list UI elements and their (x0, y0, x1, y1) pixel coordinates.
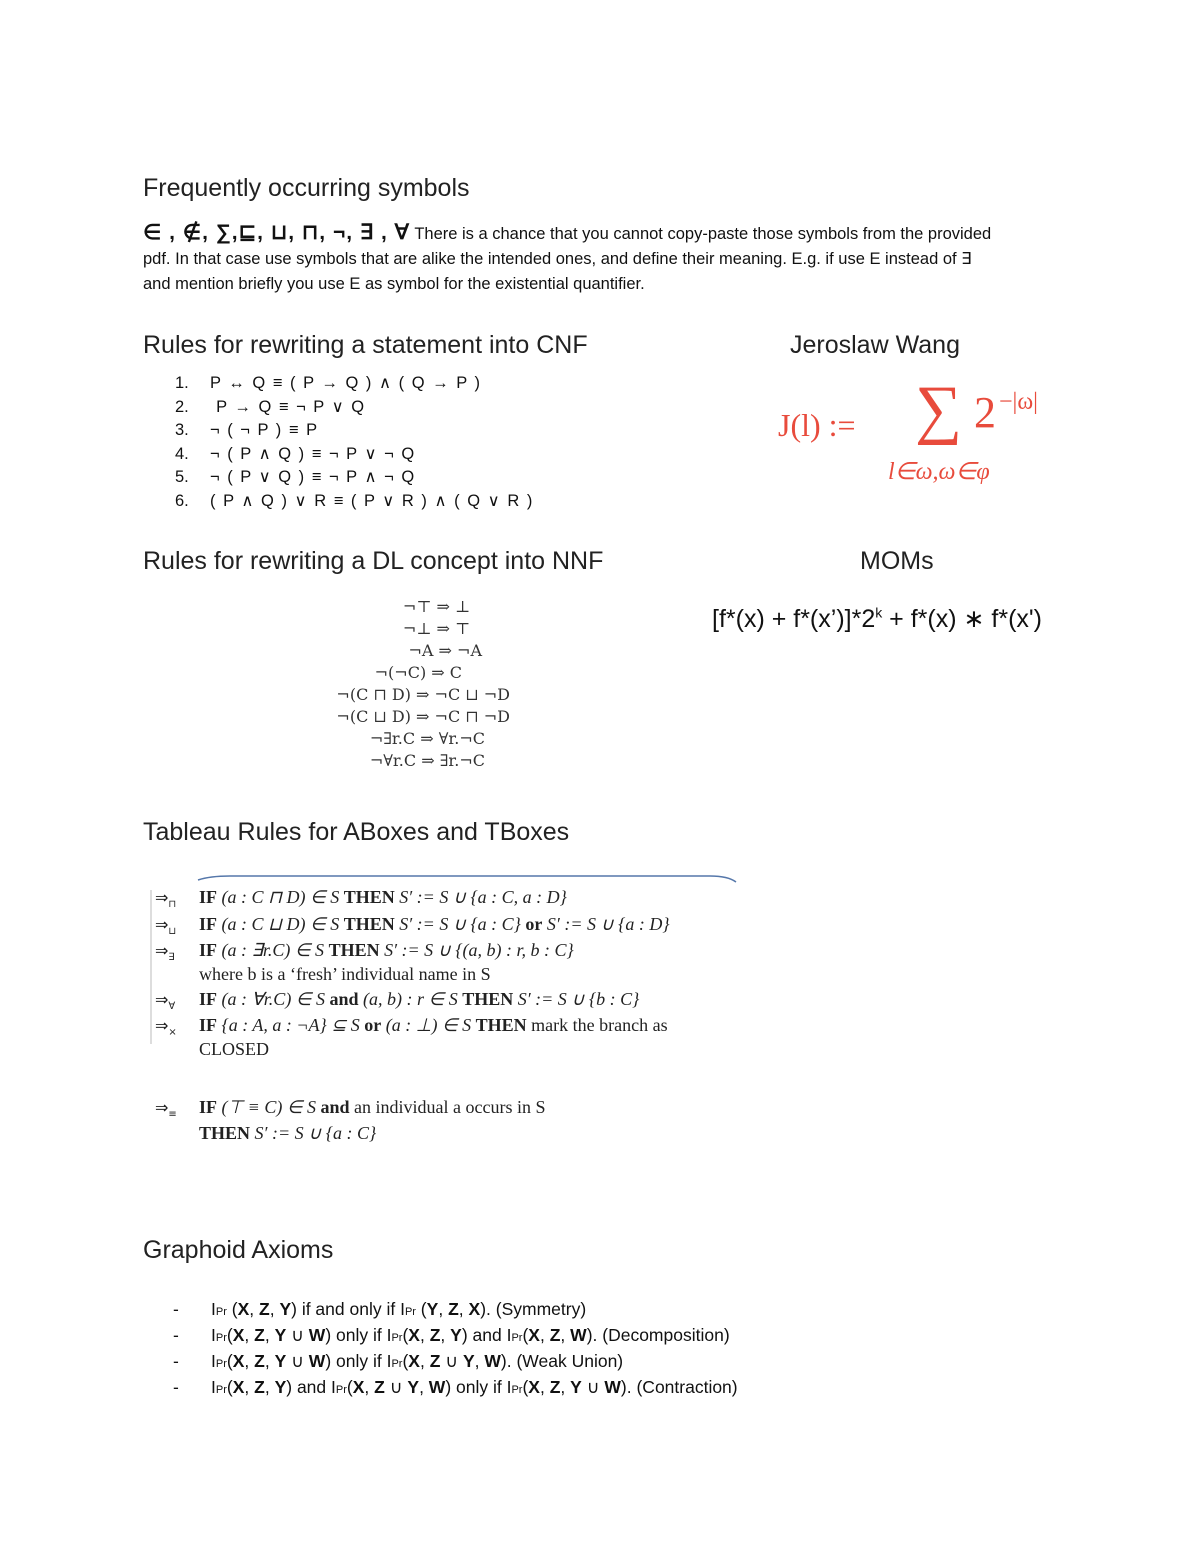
symbols-paragraph (143, 220, 1043, 297)
wang-term-exponent: −|ω| (999, 389, 1038, 415)
list-item: ¬∀r.C ⇒ ∃r.¬C (369, 751, 485, 770)
list-item: 2. P → Q ≡ ¬ P ∨ Q (175, 397, 366, 416)
list-item: 4. ¬ ( P ∧ Q ) ≡ ¬ P ∨ ¬ Q (175, 444, 416, 463)
symbols-note-line2: pdf. In that case use symbols that are alike the intended ones, and define their meaning. E.g. if use E instead of ∃ (143, 250, 972, 268)
wang-term-base: 2 (974, 388, 996, 437)
list-item: 6. ( P ∧ Q ) ∨ R ≡ ( P ∨ R ) ∧ ( Q ∨ R ) (175, 491, 534, 510)
nnf-heading: Rules for rewriting a DL concept into NNF (143, 547, 604, 575)
list-item: ¬(C ⊔ D) ⇒ ¬C ⊓ ¬D (336, 707, 510, 726)
cnf-heading: Rules for rewriting a statement into CNF (143, 331, 588, 359)
tableau-where-note: where b is a ‘fresh’ individual name in S (199, 964, 491, 984)
list-item: ¬⊥ ⇒ ⊤ (402, 619, 470, 638)
wang-formula (778, 373, 1078, 495)
list-item: 1. P ↔ Q ≡ ( P → Q ) ∧ ( Q → P ) (175, 374, 482, 392)
tableau-rule-exists: $\Rightarrow_\exists$ IF (a : ∃r.C) ∈ S THEN S′ := S ∪ {(a, b) : r, b : C} (155, 940, 574, 964)
list-item: - IPr(X, Z, Y) and IPr(X, Z ∪ Y, W) only if IPr(X, Z, Y ∪ W). (Contraction) (173, 1377, 738, 1397)
list-item: - IPr(X, Z, Y ∪ W) only if IPr(X, Z ∪ Y, W). (Weak Union) (173, 1351, 624, 1371)
tableau-heading: Tableau Rules for ABoxes and TBoxes (143, 818, 570, 846)
tableau-rule-tbox: $\Rightarrow_\equiv$ IF (⊤ ≡ C) ∈ S and an individual a occurs in S (155, 1097, 546, 1121)
tableau-rule-tbox-then: THEN S′ := S ∪ {a : C} (199, 1123, 377, 1143)
list-item: - IPr (X, Z, Y) if and only if IPr (Y, Z, X). (Symmetry) (173, 1299, 587, 1319)
sigma-symbol: ∑ (915, 373, 963, 446)
list-item: 5. ¬ ( P ∨ Q ) ≡ ¬ P ∧ ¬ Q (175, 468, 416, 486)
tableau-closed-label: CLOSED (199, 1039, 270, 1059)
wang-subscript: l∈ω,ω∈φ (888, 459, 990, 485)
symbol-list: ∈ , ∉, ∑,⊑, ⊔, ⊓, ¬, ∃ , ∀ (143, 221, 411, 244)
graphoid-heading: Graphoid Axioms (143, 1236, 334, 1264)
graphoid-axiom-list (173, 1296, 738, 1400)
list-item: ¬(C ⊓ D) ⇒ ¬C ⊔ ¬D (336, 685, 510, 704)
list-item: ¬⊤ ⇒ ⊥ (402, 597, 470, 616)
moms-formula: $[f*(x) + f*(x’)]*2^k + f*(x)$ ∗ f*(x') (712, 604, 1042, 633)
tableau-rule-forall: $\Rightarrow_\forall$ IF (a : ∀r.C) ∈ S and (a, b) : r ∈ S THEN S′ := S ∪ {b : C} (155, 989, 640, 1013)
tableau-rule-clash: $\Rightarrow_\times$ IF {a : A, a : ¬A} ⊆ S or (a : ⊥) ∈ S THEN mark the branch as (155, 1015, 668, 1039)
symbols-heading: Frequently occurring symbols (143, 174, 470, 202)
tableau-rule-and: $\Rightarrow_⊓$ IF (a : C ⊓ D) ∈ S THEN S′ := S ∪ {a : C, a : D} (155, 887, 567, 911)
wang-lhs: J(l) := (778, 407, 856, 443)
list-item: - IPr(X, Z, Y ∪ W) only if IPr(X, Z, Y) and IPr(X, Z, W). (Decomposition) (173, 1325, 730, 1345)
list-item: ¬A ⇒ ¬A (408, 641, 482, 660)
symbols-note-line3: and mention briefly you use E as symbol for the existential quantifier. (143, 275, 645, 293)
wang-heading: Jeroslaw Wang (790, 331, 960, 359)
tableau-rule-or: $\Rightarrow_⊔$ IF (a : C ⊔ D) ∈ S THEN S′ := S ∪ {a : C} or S′ := S ∪ {a : D} (155, 914, 670, 938)
list-item: ¬(¬C) ⇒ C (374, 663, 462, 682)
list-item: 3. ¬ ( ¬ P ) ≡ P (175, 421, 319, 439)
moms-heading: MOMs (860, 547, 934, 575)
cnf-rule-list (170, 372, 534, 513)
symbols-note-line1: There is a chance that you cannot copy-paste those symbols from the provided (414, 225, 992, 243)
nnf-rule-list (320, 596, 520, 772)
list-item: ¬∃r.C ⇒ ∀r.¬C (369, 729, 485, 748)
